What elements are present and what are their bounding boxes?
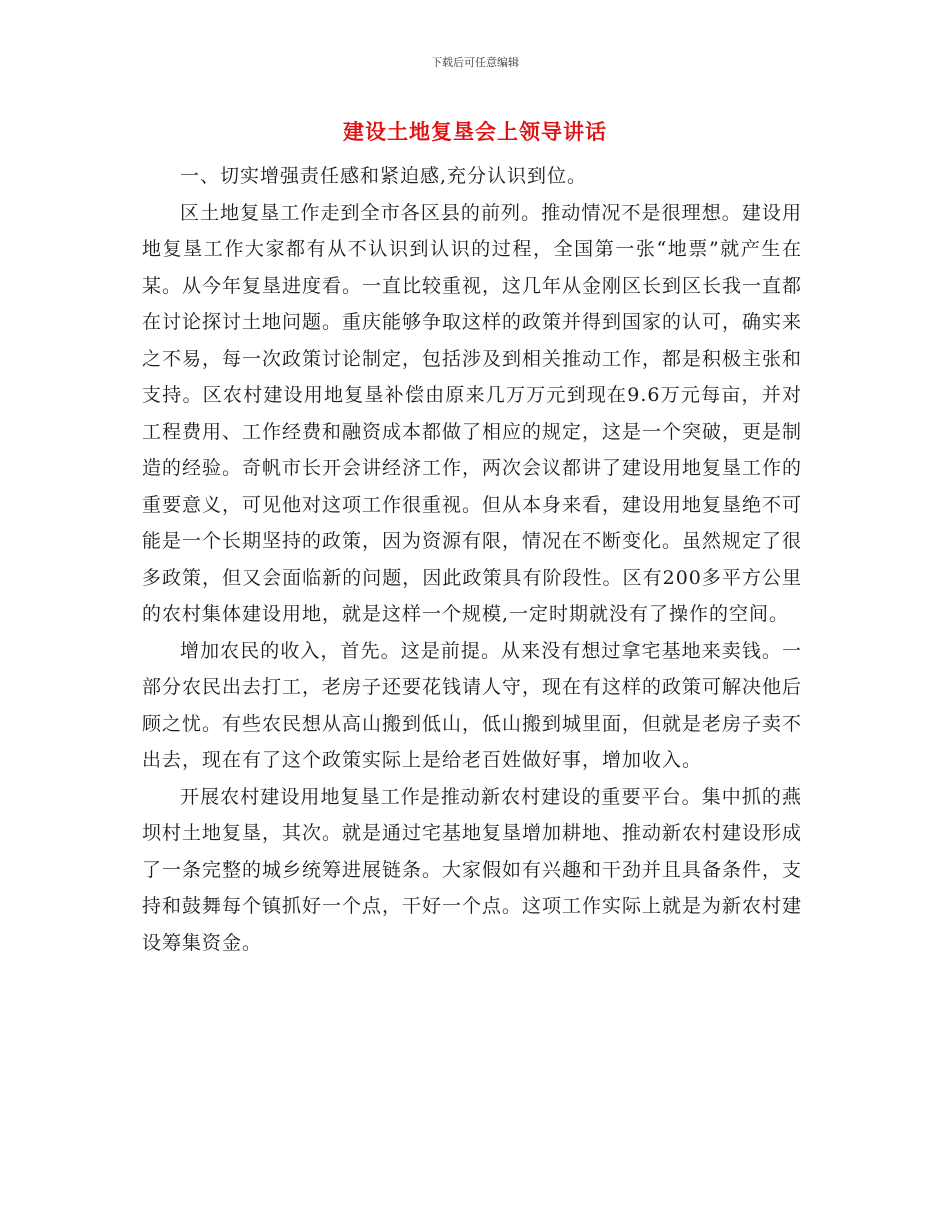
paragraph-2: 增加农民的收入，首先。这是前提。从来没有想过拿宅基地来卖钱。一部分农民出去打工，老房子还要花钱请人守，现在有这样的政策可解决他后顾之忧。有些农民想从高山搬到低山，低山搬到城里面，但就是老房子卖不出去，现在有了这个政策实际上是给老百姓做好事，增加收入。 xyxy=(142,639,803,771)
document-title: 建设土地复垦会上领导讲话 xyxy=(343,120,607,144)
paragraph-section-heading: 一、切实增强责任感和紧迫感,充分认识到位。 xyxy=(180,165,588,187)
paragraph-3: 开展农村建设用地复垦工作是推动新农村建设的重要平台。集中抓的燕坝村土地复垦，其次。就是通过宅基地复垦增加耕地、推动新农村建设形成了一条完整的城乡统筹进展链条。大家假如有兴趣和干劲并且具备条件，支持和鼓舞每个镇抓好一个点，干好一个点。这项工作实际上就是为新农村建设筹集资金。 xyxy=(142,785,803,954)
page-header-note: 下载后可任意编辑 xyxy=(431,56,519,69)
document-body xyxy=(142,158,802,961)
paragraph-1: 区土地复垦工作走到全市各区县的前列。推动情况不是很理想。建设用地复垦工作大家都有从不认识到认识的过程，全国第一张“地票”就产生在某。从今年复垦进度看。一直比较重视，这几年从金刚区长到区长我一直都在讨论探讨土地问题。重庆能够争取这样的政策并得到国家的认可，确实来之不易，每一次政策讨论制定，包括涉及到相关推动工作，都是积极主张和支持。区农村建设用地复垦补偿由原来几万万元到现在9.6万元每亩，并对工程费用、工作经费和融资成本都做了相应的规定，这是一个突破，更是制造的经验。奇帆市长开会讲经济工作，两次会议都讲了建设用地复垦工作的重要意义，可见他对这项工作很重视。但从本身来看，建设用地复垦绝不可能是一个长期坚持的政策，因为资源有限，情况在不断变化。虽然规定了很多政策，但又会面临新的问题，因此政策具有阶段性。区有200多平方公里的农村集体建设用地，就是这样一个规模,一定时期就没有了操作的空间。 xyxy=(142,201,803,625)
